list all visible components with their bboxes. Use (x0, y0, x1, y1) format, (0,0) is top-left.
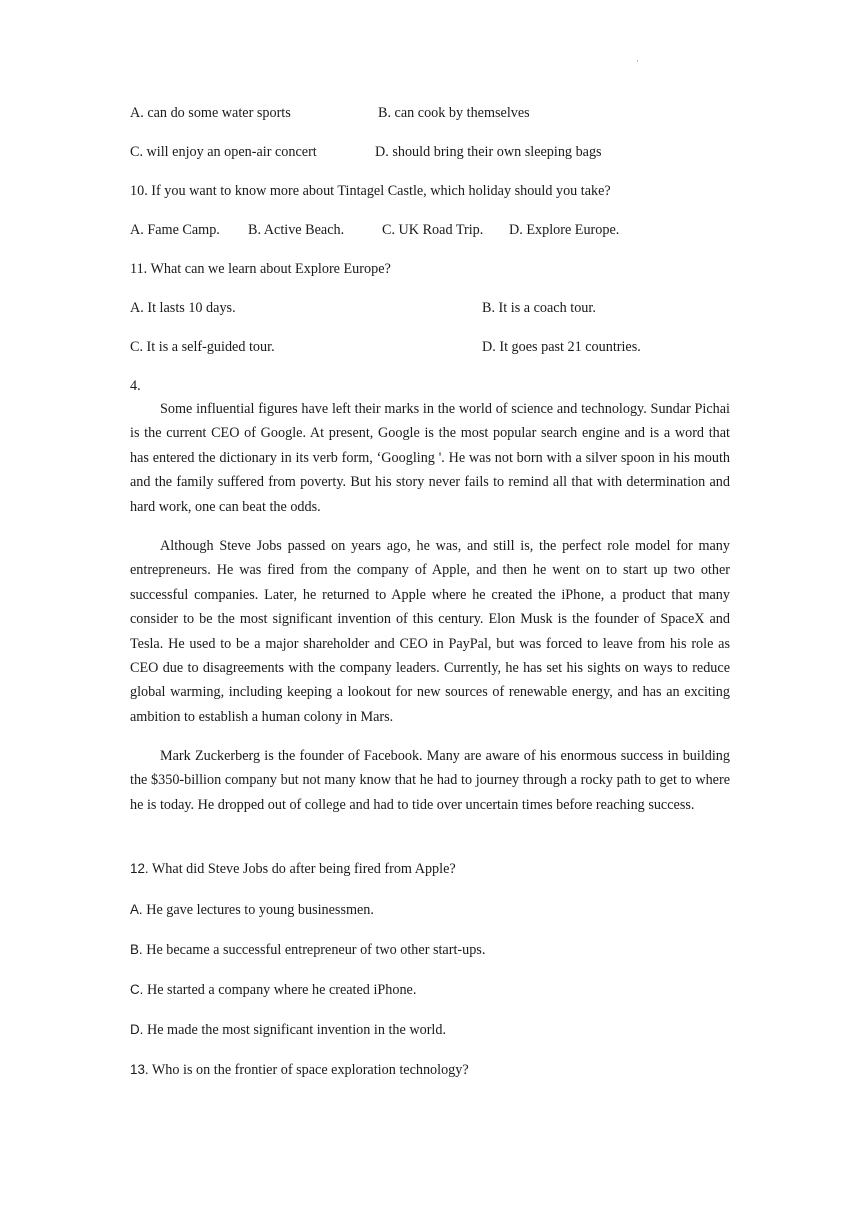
q9-option-b: B. can cook by themselves (378, 105, 530, 121)
passage-paragraph-1: Some influential figures have left their marks in the world of science and technology. Sundar Pichai is the current CEO of Google. At present, Google is the most popular search engine and is a word that has entered the dictionary in its verb form, ‘Googling '. He was not born with a silver spoon in his mouth and the family suffered from poverty. But his story never fails to remind all that with determination and hard work, one can beat the odds. (130, 401, 730, 515)
q9-option-a: A. can do some water sports (130, 105, 291, 121)
q13-text: Who is on the frontier of space exploration technology? (148, 1062, 469, 1078)
q10-option-b: B. Active Beach. (248, 222, 345, 238)
q12-option-c (130, 981, 416, 999)
q10-option-c: C. UK Road Trip. (382, 222, 484, 238)
q11-option-c: C. It is a self-guided tour. (130, 339, 275, 355)
q12-option-d-text: He made the most significant invention in the world. (143, 1022, 447, 1038)
q12-option-a-text: He gave lectures to young businessmen. (142, 902, 374, 918)
section-number: 4. (130, 378, 141, 394)
q12-option-b-label: B. (130, 942, 143, 957)
q13-question (130, 1061, 469, 1079)
q9-option-d: D. should bring their own sleeping bags (375, 144, 602, 160)
q12-question (130, 860, 456, 878)
q12-option-d-label: D. (130, 1022, 144, 1037)
q11-option-d: D. It goes past 21 countries. (482, 339, 641, 355)
q13-number: 13. (130, 1062, 149, 1077)
q12-number: 12. (130, 861, 149, 876)
passage-paragraph-3: Mark Zuckerberg is the founder of Facebook. Many are aware of his enormous success in building the $350-billion company but not many know that he had to journey through a rocky path to get to where he is today. He dropped out of college and had to tide over uncertain times before reaching success. (130, 748, 730, 813)
q12-option-a-label: A. (130, 902, 143, 917)
q12-option-b (130, 941, 485, 959)
q12-option-c-text: He started a company where he created iPhone. (143, 982, 417, 998)
q10-option-d: D. Explore Europe. (509, 222, 620, 238)
q12-option-d (130, 1021, 446, 1039)
q11-option-b: B. It is a coach tour. (482, 300, 596, 316)
q10-option-a: A. Fame Camp. (130, 222, 220, 238)
q12-option-b-text: He became a successful entrepreneur of two other start-ups. (142, 942, 486, 958)
q12-text: What did Steve Jobs do after being fired from Apple? (148, 861, 456, 877)
q10-question: 10. If you want to know more about Tintagel Castle, which holiday should you take? (130, 183, 611, 199)
passage-paragraph-2: Although Steve Jobs passed on years ago, he was, and still is, the perfect role model for many entrepreneurs. He was fired from the company of Apple, and then he went on to start up two other successful companies. Later, he returned to Apple where he created the iPhone, a product that many consider to be the most significant invention of this century. Elon Musk is the founder of SpaceX and Tesla. He used to be a major shareholder and CEO in PayPal, but was forced to leave from his role as CEO due to disagreements with the company leaders. Currently, he has set his sights on ways to reduce global warming, including keeping a lookout for new sources of renewable energy, and has an exciting ambition to establish a human colony in Mars. (130, 538, 730, 725)
header-mark: · (636, 56, 639, 66)
q11-question: 11. What can we learn about Explore Europe? (130, 261, 391, 277)
q9-option-c: C. will enjoy an open-air concert (130, 144, 317, 160)
q12-option-a (130, 901, 374, 919)
q12-option-c-label: C. (130, 982, 144, 997)
q11-option-a: A. It lasts 10 days. (130, 300, 236, 316)
